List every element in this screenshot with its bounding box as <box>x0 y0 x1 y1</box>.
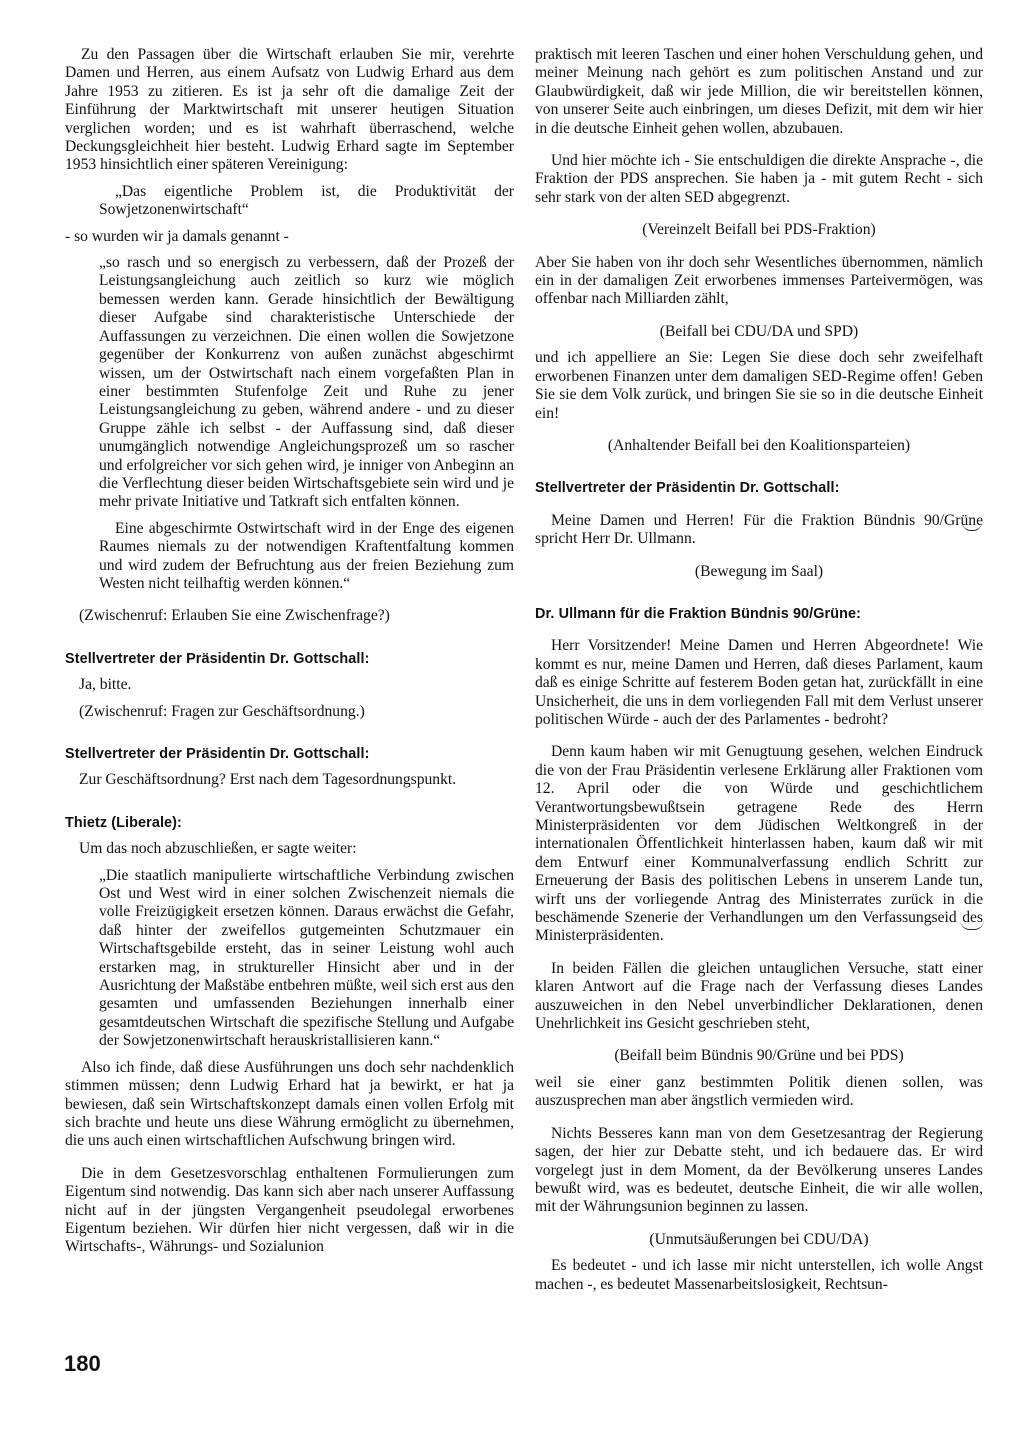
aside-remark: - so wurden wir ja damals genannt - <box>65 227 289 245</box>
interjection: (Zwischenruf: Erlauben Sie eine Zwischenfrage?) <box>79 607 390 625</box>
paragraph: In beiden Fällen die gleichen untauglichen Versuche, statt einer klaren Antwort auf die Frage nach der Verfassung dieses Landes auszuweichen in den Nebel unverbindlicher Deklarationen, denen Unehrlichkeit ins Gesicht geschrieben steht, <box>535 959 983 1033</box>
paragraph: Herr Vorsitzender! Meine Damen und Herren Abgeordnete! Wie kommt es nur, meine Damen und Herren, daß dieses Parlament, kaum daß es einige Schritte auf festerem Boden getan hat, zurückfällt in eine Unsicherheit, die uns in dem vorliegenden Fall mit dem Verlust unserer politischen Würde - auch der des Parlamentes - bedroht? <box>535 637 983 728</box>
left-column <box>65 46 514 1257</box>
paragraph: weil sie einer ganz bestimmten Politik dienen sollen, was auszusprechen man aber ängstlich vermieden wird. <box>535 1073 983 1110</box>
speaker-heading: Dr. Ullmann für die Fraktion Bündnis 90/Grüne: <box>535 605 862 622</box>
stage-direction: (Beifall beim Bündnis 90/Grüne und bei PDS) <box>614 1047 904 1065</box>
stage-direction: (Unmutsäußerungen bei CDU/DA) <box>649 1230 869 1248</box>
speaker-heading: Thietz (Liberale): <box>65 814 182 831</box>
page-number: 180 <box>64 1351 101 1376</box>
stage-direction: (Beifall bei CDU/DA und SPD) <box>659 322 859 340</box>
paragraph: praktisch mit leeren Taschen und einer hohen Verschuldung gehen, und meiner Meinung nach gehört es zum politischen Anstand und zur Glaubwürdigkeit, daß wir jede Million, die wir bereitstellen können, von unserer Seite auch einbringen, um dieses Defizit, mit dem wir hier in die deutsche Einheit gehen wollen, abzubauen. <box>535 46 983 137</box>
paragraph: Und hier möchte ich - Sie entschuldigen die direkte Ansprache -, die Fraktion der PDS ansprechen. Sie haben ja - mit gutem Recht - sich sehr stark von der alten SED abgegrenzt. <box>535 152 983 206</box>
paragraph: Zu den Passagen über die Wirtschaft erlauben Sie mir, verehrte Damen und Herren, aus einem Aufsatz von Ludwig Erhard aus dem Jahre 1953 zu zitieren. Es ist ja sehr oft die damalige Zeit der Einführung der Marktwirtschaft mit unserer heutigen Situation verglichen worden; und es ist wahrhaft überraschend, welche Deckungsgleichheit hier besteht. Ludwig Erhard sagte im September 1953 hinsichtlich einer späteren Vereinigung: <box>65 46 514 174</box>
paragraph: Aber Sie haben von ihr doch sehr Wesentliches übernommen, nämlich ein in der damaligen Zeit erworbenes immenses Parteivermögen, was offenbar nach Milliarden zählt, <box>535 253 983 308</box>
speaker-heading: Stellvertreter der Präsidentin Dr. Gottschall: <box>535 480 840 497</box>
paragraph: Nichts Besseres kann man von dem Gesetzesantrag der Regierung sagen, der hier zur Debatte steht, und ich bedauere das. Er wird vorgelegt just in dem Moment, da der Bevölkerung unseres Landes bewußt wird, was es bedeutet, deutsche Einheit, die wir alle wollen, mit der Währungsunion beginnen zu lassen. <box>535 1124 983 1216</box>
paragraph: und ich appelliere an Sie: Legen Sie diese doch sehr zweifelhaft erworbenen Finanzen unter dem damaligen SED-Regime offen! Geben Sie sie dem Volk zurück, und bringen Sie sie so in die deutsche Einheit ein! <box>535 349 983 422</box>
stage-direction: (Vereinzelt Beifall bei PDS-Fraktion) <box>642 221 876 239</box>
speaker-heading: Stellvertreter der Präsidentin Dr. Gottschall: <box>65 650 370 667</box>
quote: „so rasch und so energisch zu verbessern, daß der Prozeß der Leistungsangleichung auch zeitlich so kurz wie möglich bemessen werden kann. Gerade hinsichtlich der Bewältigung dieser Aufgabe sind charakteristische Unterschiede der Auffassungen zu verzeichnen. Die einen wollen die Sowjetzone gegenüber der Konkurrenz von außen zunächst abgeschirmt wissen, um der Ostwirtschaft nach einem vorgefaßten Plan in einer bestimmten Stufenfolge Zeit und Ruhe zu jener Leistungsangleichung zu geben, während andere - und zu dieser Gruppe zähle ich selbst - der Auffassung sind, daß dieser unumgänglich notwendige Angleichungsprozeß um so rascher und erfolgreicher vor sich gehen wird, je inniger von Anbeginn an die Verflechtung dieser beiden Wirtschaftsgebiete sein wird und je mehr private Initiative und Tatkraft sich entfalten können. <box>99 254 514 511</box>
paragraph: Um das noch abzuschließen, er sagte weiter: <box>79 840 357 858</box>
paragraph: Ja, bitte. <box>79 676 132 694</box>
right-column <box>535 46 983 1294</box>
paragraph: Es bedeutet - und ich lasse mir nicht unterstellen, ich wolle Angst machen -, es bedeutet Massenarbeitslosigkeit, Rechtsun- <box>535 1257 983 1293</box>
paragraph: Denn kaum haben wir mit Genugtuung gesehen, welchen Eindruck die von der Frau Präsidentin verlesene Erklärung aller Fraktionen vom 12. April oder die von Würde und geschichtlichem Verantwortungsbewußtsein getragene Rede des Herrn Ministerpräsidenten vor dem Jüdischen Weltkongreß in der internationalen Öffentlichkeit hinterlassen haben, kaum daß wir mit dem Entwurf einer Kommunalverfassung endlich Schritt zur Erneuerung der Basis des politischen Lebens in unserem Lande tun, wirft uns der vorliegende Antrag des Ministerrates zurück in die beschämende Szenerie der Verhandlungen um den Verfassungseid des Ministerpräsidenten. <box>535 743 983 945</box>
paragraph: Zur Geschäftsordnung? Erst nach dem Tagesordnungspunkt. <box>79 771 457 789</box>
stage-direction: (Anhaltender Beifall bei den Koalitionsparteien) <box>607 436 911 454</box>
interjection: (Zwischenruf: Fragen zur Geschäftsordnung.) <box>79 702 365 720</box>
quote: „Die staatlich manipulierte wirtschaftliche Verbindung zwischen Ost und West wird in einer solchen Zwischenzeit niemals die volle Freizügigkeit ersetzen können. Daraus erwächst die Gefahr, daß hinter der zweifellos gutgemeinten Schutzmauer ein Wirtschaftsgebilde ersteht, das in seiner Leistung wohl auch erstarken mag, in struktureller Hinsicht aber und in der Ausrichtung der Maßstäbe entbehren müßte, weil sich erst aus den gesamten und umfassenden Beziehungen innerhalb einer gesamtdeutschen Wirtschaft die spezifische Stellung und Aufgabe der Sowjetzonenwirtschaft herauskristallisieren kann.“ <box>99 866 514 1050</box>
quote: „Das eigentliche Problem ist, die Produktivität der Sowjetzonenwirtschaft“ <box>99 182 514 219</box>
quote: Eine abgeschirmte Ostwirtschaft wird in der Enge des eigenen Raumes niemals zu der notwendigen Kraftentfaltung kommen und wird zudem der Befruchtung aus der freien Beziehung zum Westen nicht teilhaftig werden können.“ <box>99 519 514 592</box>
paragraph: Meine Damen und Herren! Für die Fraktion Bündnis 90/Grüne spricht Herr Dr. Ullmann. <box>535 511 983 548</box>
paragraph: Also ich finde, daß diese Ausführungen uns doch sehr nachdenklich stimmen müssen; denn Ludwig Erhard hat ja bewirkt, er hat ja bewiesen, daß sein Wirtschaftskonzept damals einen vollen Erfolg mit sich brachte und heute uns diese Währung ermöglicht zu übernehmen, die uns auch einen wirtschaftlichen Aufschwung bringen wird. <box>65 1058 514 1150</box>
paragraph: Die in dem Gesetzesvorschlag enthaltenen Formulierungen zum Eigentum sind notwendig. Das kann sich aber nach unserer Auffassung nicht auf in der jüngsten Vergangenheit pseudolegal erworbenes Eigentum beziehen. Wir dürfen hier nicht vergessen, daß wir in die Wirtschafts-, Währungs- und Sozialunion <box>65 1164 514 1256</box>
speaker-heading: Stellvertreter der Präsidentin Dr. Gottschall: <box>65 746 370 762</box>
stage-direction: (Bewegung im Saal) <box>694 562 824 580</box>
